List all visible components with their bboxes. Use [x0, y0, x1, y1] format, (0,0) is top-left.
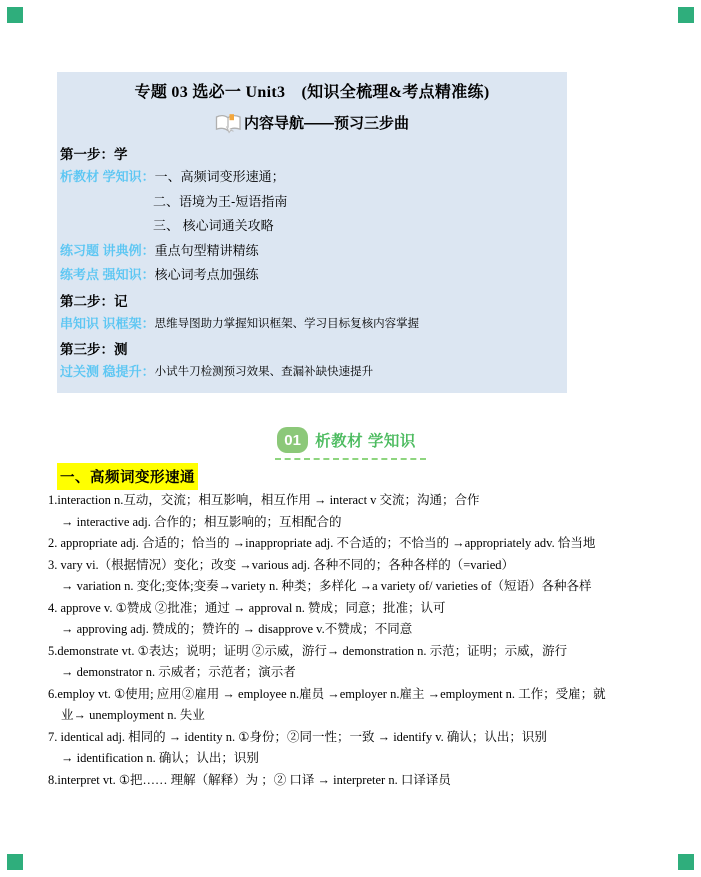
row-label [60, 214, 153, 239]
row-text: 小试牛刀检测预习效果、查漏补缺快速提升 [154, 365, 374, 378]
page-title: 专题 03 选必一 Unit3 (知识全梳理&考点精准练) [134, 84, 490, 101]
row-text: 重点句型精讲精练 [154, 242, 259, 258]
corner-marker [7, 7, 23, 23]
row-text: 思维导图助力掌握知识框架、学习目标复核内容掌握 [154, 317, 420, 330]
vocab-line: 3. vary vi.（根据情况）变化；改变 →various adj. 各种不同的；各种各样的（=varied） [48, 557, 515, 572]
step2-heading: 第二步：记 [60, 293, 128, 309]
nav-row [60, 190, 564, 215]
vocab-line: → identification n. 确认；认出；识别 [61, 751, 259, 765]
row-text: 三、 核心词通关攻略 [153, 218, 274, 233]
section-01-group [275, 427, 426, 460]
section-01-header [0, 427, 701, 460]
section-title: 析教材 学知识 [315, 433, 416, 450]
row-label: 串知识 识框架： [60, 315, 155, 331]
step3-heading: 第三步：测 [60, 341, 128, 357]
vocab-line: 7. identical adj. 相同的 → identity n. ①身份；②同一性；一致 → identify v. 确认；认出；识别 [48, 729, 547, 744]
vocab-list [48, 490, 696, 791]
vocab-line: 4. approve v. ①赞成 ②批准；通过 → approval n. 赞成；同意；批准；认可 [48, 600, 446, 615]
nav-row [60, 214, 564, 239]
section-number-badge: 01 [277, 427, 308, 453]
vocab-line: 业→ unemployment n. 失业 [61, 708, 205, 722]
corner-marker [678, 854, 694, 870]
nav-title-line [60, 112, 564, 136]
nav-row [60, 239, 564, 264]
vocab-line: 2. appropriate adj. 合适的；恰当的 →inappropriate adj. 不合适的；不恰当的 →appropriately adv. 恰当地 [48, 536, 596, 550]
nav-title: 内容导航——预习三步曲 [243, 115, 409, 132]
subheading-highlight: 一、高频词变形速通 [57, 463, 198, 490]
row-text: 一、高频词变形速通； [154, 169, 285, 184]
row-label: 练考点 强知识： [60, 267, 155, 282]
vocab-line: → interactive adj. 合作的；相互影响的；互相配合的 [61, 514, 342, 529]
nav-row [60, 165, 564, 190]
corner-marker [678, 7, 694, 23]
vocab-line: → variation n. 变化;变体;变奏→variety n. 种类；多样化 →a variety of/ varieties of（短语）各种各样 [61, 579, 592, 593]
nav-row [60, 360, 564, 384]
vocab-line: → approving adj. 赞成的；赞许的 → disapprove v.不赞成；不同意 [61, 622, 413, 636]
corner-marker [7, 854, 23, 870]
step1-heading: 第一步：学 [60, 147, 128, 162]
vocab-line: 6.employ vt. ①使用; 应用②雇用 → employee n.雇员 →employer n.雇主 →employment n. 工作；受雇；就 [48, 686, 606, 701]
row-label: 过关测 稳提升： [60, 363, 155, 379]
row-label: 析教材 学知识： [60, 169, 155, 184]
vocab-line: 5.demonstrate vt. ①表达；说明；证明 ②示威，游行→ demonstration n. 示范；证明；示威，游行 [48, 643, 568, 658]
vocab-line: 8.interpret vt. ①把…… 理解（解释）为 ；② 口译 → interpreter n. 口译译员 [48, 772, 451, 787]
vocab-line: → demonstrator n. 示威者；示范者；演示者 [61, 665, 296, 679]
vocab-line: 1.interaction n.互动，交流；相互影响，相互作用 → interact v 交流；沟通；合作 [48, 493, 480, 507]
open-book-icon [215, 113, 242, 135]
row-label: 练习题 讲典例： [60, 242, 155, 258]
row-text: 核心词考点加强练 [154, 267, 259, 282]
nav-row [60, 312, 564, 336]
nav-row [60, 263, 564, 288]
row-label [60, 190, 153, 215]
content-nav-box [57, 72, 567, 393]
row-text: 二、语境为王-短语指南 [153, 193, 288, 209]
